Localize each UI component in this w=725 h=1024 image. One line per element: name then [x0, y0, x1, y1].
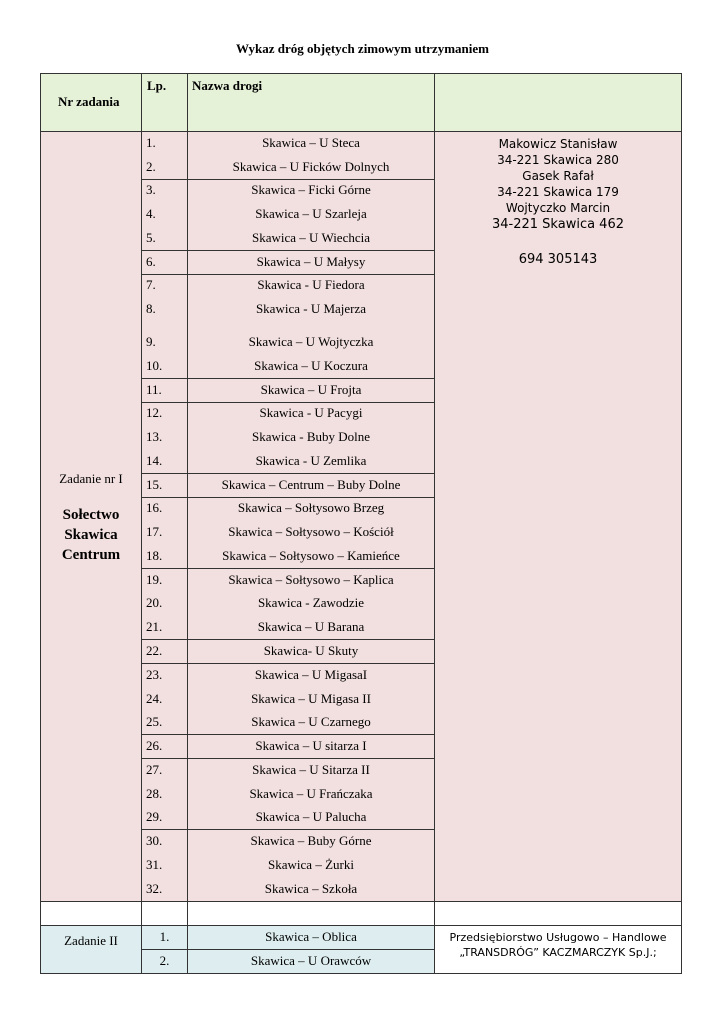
row-divider — [141, 497, 435, 498]
road-name: Skawica – Sołtysowo – Kaplica — [228, 572, 394, 587]
solectwo-line: Skawica — [64, 527, 118, 543]
road-lp: 14. — [146, 453, 163, 468]
contact-phone: 694 305143 — [518, 252, 598, 267]
road-lp: 32. — [146, 881, 163, 896]
header-lp: Lp. — [147, 78, 167, 93]
road-lp: 26. — [146, 738, 163, 753]
row-divider — [141, 663, 435, 664]
road-lp: 1. — [159, 929, 170, 944]
road-lp: 12. — [146, 405, 163, 420]
road-lp: 18. — [146, 548, 163, 563]
road-lp: 6. — [146, 254, 156, 269]
road-name: Skawica – Buby Górne — [250, 833, 372, 848]
zadanie2-label: Zadanie II — [64, 933, 118, 948]
header-nr-zadania: Nr zadania — [58, 94, 120, 109]
road-lp: 28. — [146, 786, 163, 801]
road-name: Skawica – U Steca — [262, 135, 360, 150]
contact-line: Gasek Rafał — [522, 169, 594, 183]
row-divider — [141, 402, 435, 403]
road-name: Skawica – U Frańczaka — [249, 786, 373, 801]
road-name: Skawica – U Wiechcia — [252, 230, 370, 245]
solectwo-line: Centrum — [61, 547, 121, 563]
road-name: Skawica – U Szarleja — [255, 206, 367, 221]
contact-line: 34-221 Skawica 179 — [497, 185, 619, 199]
row-divider — [141, 639, 435, 640]
solectwo-line: Sołectwo — [62, 507, 120, 523]
company-line: Przedsiębiorstwo Usługowo – Handlowe — [449, 931, 667, 944]
row-divider — [141, 758, 435, 759]
road-name: Skawica – Oblica — [265, 929, 357, 944]
road-lp: 23. — [146, 667, 163, 682]
road-name: Skawica – U Wojtyczka — [248, 334, 374, 349]
road-name: Skawica – Żurki — [268, 857, 354, 872]
road-lp: 15. — [146, 477, 163, 492]
solectwo-name — [41, 505, 141, 565]
road-name: Skawica – Szkoła — [264, 881, 358, 896]
road-name: Skawica – Sołtysowo – Kamieńce — [222, 548, 400, 563]
row-divider — [141, 568, 435, 569]
road-name: Skawica - Zawodzie — [257, 595, 365, 610]
road-name: Skawica – U Barana — [257, 619, 365, 634]
road-lp: 24. — [146, 691, 163, 706]
road-lp: 22. — [146, 643, 163, 658]
road-name: Skawica - U Majerza — [255, 301, 367, 316]
road-name: Skawica – U Czarnego — [251, 714, 371, 729]
road-lp: 20. — [146, 595, 163, 610]
row-divider — [141, 274, 435, 275]
road-name: Skawica – U Orawców — [250, 953, 372, 968]
road-name: Skawica – U Sitarza II — [252, 762, 370, 777]
road-lp: 7. — [146, 277, 156, 292]
road-lp: 1. — [146, 135, 156, 150]
row-divider — [40, 925, 682, 926]
header-nazwa-drogi: Nazwa drogi — [192, 78, 263, 93]
road-lp: 9. — [146, 334, 156, 349]
road-name: Skawica - U Pacygi — [259, 405, 363, 420]
road-lp: 25. — [146, 714, 163, 729]
road-lp: 2. — [159, 953, 170, 968]
road-lp: 11. — [146, 382, 162, 397]
road-name: Skawica – U Frojta — [260, 382, 362, 397]
road-name: Skawica – U Koczura — [254, 358, 368, 373]
road-name: Skawica – U Małysy — [256, 254, 366, 269]
row-divider — [141, 378, 435, 379]
road-name: Skawica – U MigasaI — [254, 667, 368, 682]
road-lp: 4. — [146, 206, 156, 221]
contact-line: Wojtyczko Marcin — [505, 201, 611, 215]
road-name: Skawica – Ficki Górne — [251, 182, 371, 197]
road-name: Skawica – Sołtysowo Brzeg — [237, 500, 385, 515]
contractor-company — [436, 930, 680, 960]
road-name: Skawica – U Migasa II — [251, 691, 371, 706]
row-divider — [141, 250, 435, 251]
road-name: Skawica – Centrum – Buby Dolne — [221, 477, 401, 492]
road-lp: 30. — [146, 833, 163, 848]
contact-line: 34-221 Skawica 280 — [497, 153, 619, 167]
road-lp: 19. — [146, 572, 163, 587]
road-lp: 13. — [146, 429, 163, 444]
document-title: Wykaz dróg objętych zimowym utrzymaniem — [236, 41, 489, 56]
company-line: „TRANSDRÓG” KACZMARCZYK Sp.J.; — [459, 946, 657, 959]
row-divider — [141, 179, 435, 180]
road-lp: 10. — [146, 358, 163, 373]
road-name: Skawica – U Palucha — [255, 809, 367, 824]
row-divider — [141, 734, 435, 735]
road-lp: 27. — [146, 762, 163, 777]
col-divider — [141, 73, 142, 974]
row-divider — [40, 901, 682, 902]
road-name: Skawica – U Ficków Dolnych — [232, 159, 390, 174]
row-divider — [141, 949, 435, 950]
row-divider — [141, 829, 435, 830]
road-lp: 8. — [146, 301, 156, 316]
contact-line: 34-221 Skawica 462 — [492, 217, 624, 232]
road-lp: 29. — [146, 809, 163, 824]
road-lp: 2. — [146, 159, 156, 174]
contact-line: Makowicz Stanisław — [498, 137, 618, 151]
zadanie1-label: Zadanie nr I — [59, 471, 123, 486]
road-lp: 16. — [146, 500, 163, 515]
road-name: Skawica - Buby Dolne — [251, 429, 371, 444]
road-name: Skawica- U Skuty — [263, 643, 359, 658]
road-lp: 17. — [146, 524, 163, 539]
road-lp: 31. — [146, 857, 163, 872]
road-name: Skawica - U Fiedora — [257, 277, 365, 292]
row-divider — [141, 473, 435, 474]
road-name: Skawica – U sitarza I — [255, 738, 367, 753]
road-lp: 5. — [146, 230, 156, 245]
road-lp: 3. — [146, 182, 156, 197]
road-lp: 21. — [146, 619, 163, 634]
road-name: Skawica – Sołtysowo – Kościół — [228, 524, 394, 539]
road-name: Skawica - U Zemlika — [255, 453, 367, 468]
